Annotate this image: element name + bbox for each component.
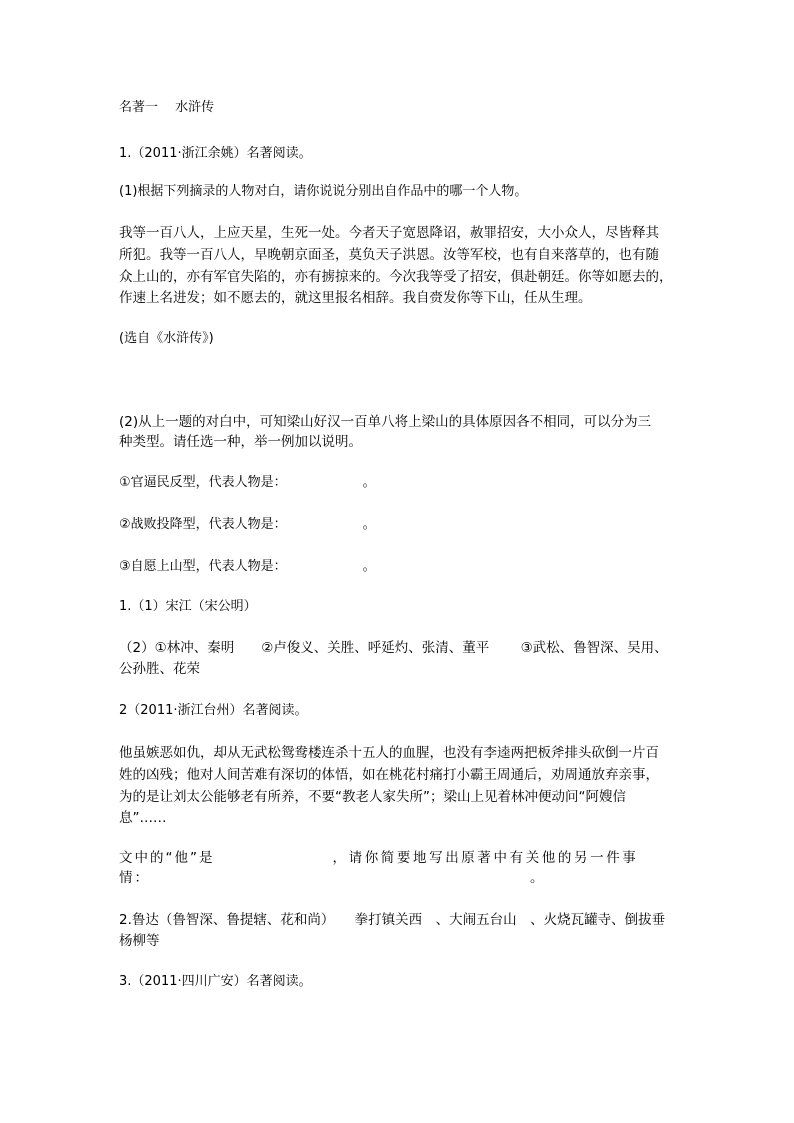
document-title: 名著一 水浒传 (119, 100, 215, 115)
q1-passage-line: 所犯。我等一百八人，早晚朝京面圣，莫负天子洪恩。汝等军校，也有自来落草的，也有随 (119, 247, 659, 263)
q1-source: (选自《水浒传》) (119, 331, 214, 346)
q1-subquestion-2-line: (2)从上一题的对白中，可知梁山好汉一百单八将上梁山的具体原因各不相同，可以分为三 (119, 414, 652, 430)
type-item-1 (119, 472, 376, 493)
q2-prompt-a: 文中的“他”是 (119, 850, 215, 866)
q2-prompt-line-2 (119, 868, 544, 889)
type-label: ①官逼民反型，代表人物是： (119, 475, 287, 490)
type-end: 。 (362, 559, 376, 574)
q2-passage-line: 他虽嫉恶如仇，却从无武松鸳鸯楼连杀十五人的血腥，也没有李逵两把板斧排头砍倒一片百 (119, 745, 659, 761)
q2-header: 2（2011·浙江台州）名著阅读。 (119, 703, 308, 718)
q2-prompt-line-1 (119, 848, 679, 869)
q2-passage-line: 为的是让刘太公能够老有所养，不要“教老人家失所”；梁山上见着林冲便动问“阿嫂信 (119, 789, 626, 805)
type-end: 。 (362, 475, 376, 490)
q2-answer-line: 2.鲁达（鲁智深、鲁提辖、花和尚） 拳打镇关西 、大闹五台山 、火烧瓦罐寺、倒拔垂 (119, 912, 666, 928)
q2-passage-line: 姓的凶残；他对人间苦难有深切的体悟，如在桃花村痛打小霸王周通后，劝周通放弃亲事， (119, 767, 659, 783)
q3-header: 3.（2011·四川广安）名著阅读。 (119, 974, 312, 989)
q1-subquestion-2-line: 种类型。请任选一种，举一例加以说明。 (119, 434, 362, 450)
q1-answer-2-line: 公孙胜、花荣 (119, 661, 200, 677)
type-label: ②战败投降型，代表人物是： (119, 517, 287, 532)
q1-answer-2-line: （2）①林冲、秦明 ②卢俊义、关胜、呼延灼、张清、董平 ③武松、鲁智深、吴用、 (119, 640, 668, 656)
q1-answer-1: 1.（1）宋江（宋公明） (119, 599, 257, 614)
q2-passage-line: 息”…… (119, 810, 167, 826)
q1-passage-line: 我等一百八人，上应天星，生死一处。今者天子宽恩降诏，赦罪招安，大小众人，尽皆释其 (119, 225, 659, 241)
type-item-3 (119, 556, 376, 577)
q2-prompt-b: ，请你简要地写出原著中有关他的另一件事 (332, 850, 639, 866)
q2-answer-line: 杨柳等 (119, 933, 160, 949)
q1-passage-line: 作速上名进发；如不愿去的，就这里报名相辞。我自赍发你等下山，任从生理。 (119, 290, 592, 306)
q1-subquestion-1: (1)根据下列摘录的人物对白，请你说说分别出自作品中的哪一个人物。 (119, 184, 528, 199)
type-item-2 (119, 514, 376, 535)
q2-prompt-c: 情： (119, 870, 150, 886)
q1-header: 1.（2011·浙江余姚）名著阅读。 (119, 146, 312, 161)
type-end: 。 (362, 517, 376, 532)
type-label: ③自愿上山型，代表人物是： (119, 559, 287, 574)
q2-prompt-end: 。 (530, 870, 544, 886)
q1-passage-line: 众上山的，亦有军官失陷的，亦有掳掠来的。今次我等受了招安，俱赴朝廷。你等如愿去的， (119, 269, 673, 285)
